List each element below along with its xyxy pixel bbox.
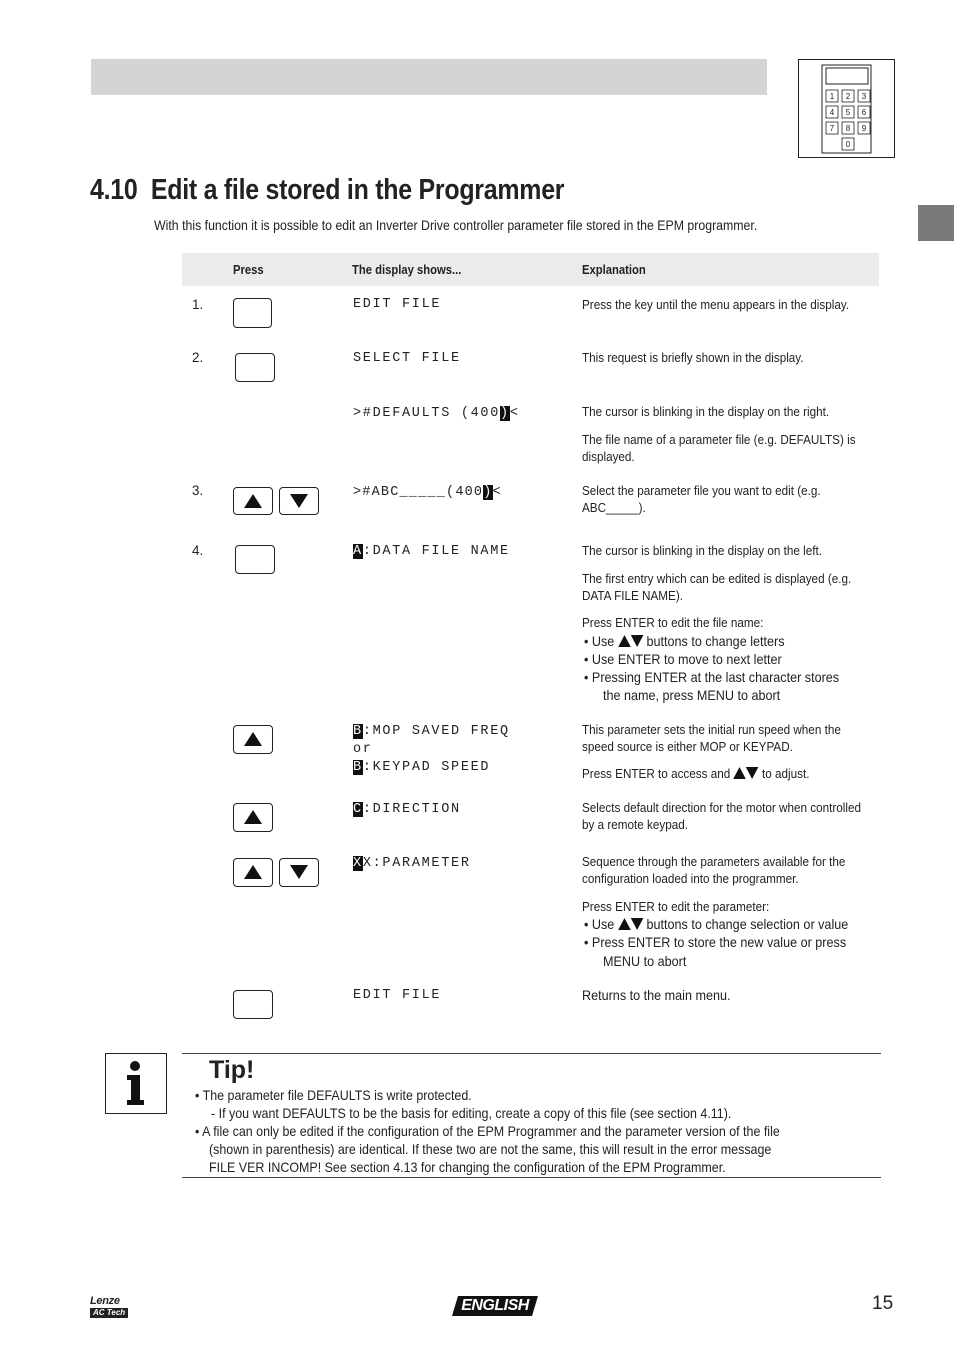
logo-sub: AC Tech: [90, 1308, 128, 1318]
section-number: 4.10: [90, 174, 138, 206]
display-text: or: [353, 742, 373, 757]
display-cursor: ): [483, 485, 493, 500]
device-key-label: 0: [845, 140, 851, 149]
device-key-label: 6: [861, 108, 867, 117]
device-key-label: 8: [845, 124, 851, 133]
enter-key: [235, 353, 275, 382]
explanation-text: Returns to the main menu.: [582, 987, 731, 1003]
language-label: ENGLISH: [461, 1297, 529, 1314]
explanation-text: This parameter sets the initial run speed when the speed source is either MOP or KEYPAD.: [582, 722, 841, 754]
display-text: >#ABC_____(400)<: [353, 485, 502, 500]
explanation-text: This request is briefly shown in the display.: [582, 350, 804, 365]
explanation-text: Select the parameter file you want to edit (e.g. ABC_____).: [582, 483, 821, 515]
display-text: EDIT FILE: [353, 988, 442, 1003]
explanation-text: The cursor is blinking in the display on the right.: [582, 404, 830, 419]
explanation-text: Press the key until the menu appears in the display.: [582, 297, 850, 312]
header-bar: [91, 59, 767, 95]
up-key: [233, 858, 273, 887]
tip-line: (shown in parenthesis) are identical. If these two are not the same, this will result in the error message: [209, 1141, 772, 1157]
bullet-text: • Use ENTER to move to next letter: [584, 651, 782, 667]
display-text: C:DIRECTION: [353, 802, 461, 817]
device-key-label: 5: [845, 108, 851, 117]
explanation-text: The cursor is blinking in the display on the left.: [582, 543, 822, 558]
explanation-text: Selects default direction for the motor when controlled by a remote keypad.: [582, 800, 862, 832]
display-text: B:MOP SAVED FREQ: [353, 724, 510, 739]
tip-line: - If you want DEFAULTS to be the basis for editing, create a copy of this file (see section 4.11).: [211, 1105, 732, 1121]
display-text: EDIT FILE: [353, 297, 442, 312]
arrow-up-icon: [734, 767, 747, 779]
display-text: B:KEYPAD SPEED: [353, 760, 491, 775]
step-number: 3.: [192, 483, 204, 498]
bullet-text: the name, press MENU to abort: [603, 687, 781, 703]
up-key: [233, 725, 273, 754]
tip-bottom-rule: [182, 1177, 881, 1178]
device-key-label: 2: [845, 92, 851, 101]
explanation-text: Press ENTER to edit the file name:: [582, 615, 764, 630]
down-key: [279, 487, 319, 515]
menu-key: [233, 298, 272, 328]
device-key-label: 7: [829, 124, 835, 133]
display-cursor: ): [500, 406, 510, 421]
display-text: A:DATA FILE NAME: [353, 544, 510, 559]
explanation-text: Press ENTER to edit the parameter:: [582, 899, 770, 914]
explanation-text: The file name of a parameter file (e.g. DEFAULTS) is displayed.: [582, 432, 856, 464]
bullet-text: • Use buttons to change selection or value: [584, 916, 849, 932]
display-cursor: C: [353, 802, 363, 817]
display-cursor: B: [353, 724, 363, 739]
intro-text: With this function it is possible to edit an Inverter Drive controller parameter file stored in the EPM programmer.: [154, 217, 758, 233]
bullet-text: • Pressing ENTER at the last character stores: [584, 669, 840, 685]
display-cursor: B: [353, 760, 363, 775]
menu-key: [233, 990, 273, 1019]
bullet-text: MENU to abort: [603, 953, 687, 969]
programmer-device-icon: [798, 59, 895, 158]
device-key-label: 9: [861, 124, 867, 133]
tip-title: Tip!: [209, 1056, 255, 1084]
lenze-logo: [90, 1296, 128, 1318]
language-badge: [452, 1296, 538, 1316]
logo-brand: Lenze: [90, 1295, 120, 1307]
up-key: [233, 803, 273, 832]
display-text: SELECT FILE: [353, 351, 461, 366]
tip-line: FILE VER INCOMP! See section 4.13 for changing the configuration of the EPM Programmer.: [209, 1159, 726, 1175]
down-key: [279, 858, 319, 887]
tip-line: • The parameter file DEFAULTS is write protected.: [195, 1087, 472, 1103]
tip-line: • A file can only be edited if the configuration of the EPM Programmer and the parameter version of the file: [195, 1123, 780, 1139]
explanation-text: The first entry which can be edited is displayed (e.g. DATA FILE NAME).: [582, 571, 852, 603]
step-number: 2.: [192, 350, 204, 365]
page-number: 15: [872, 1293, 894, 1314]
column-press: Press: [233, 263, 264, 277]
explanation-text: Press ENTER to access and to adjust.: [582, 766, 810, 781]
arrow-up-icon: [618, 918, 631, 930]
arrow-down-icon: [630, 635, 643, 647]
explanation-text: Sequence through the parameters available for the configuration loaded into the programmer.: [582, 854, 846, 886]
section-title: Edit a file stored in the Programmer: [150, 174, 565, 206]
bullet-text: • Use buttons to change letters: [584, 633, 785, 649]
display-text: >#DEFAULTS (400)<: [353, 406, 520, 421]
device-key-label: 3: [861, 92, 867, 101]
arrow-down-icon: [746, 767, 759, 779]
enter-key: [235, 545, 275, 574]
info-icon: [105, 1053, 167, 1114]
table-header: [182, 253, 879, 286]
arrow-up-icon: [618, 635, 631, 647]
column-explanation: Explanation: [582, 263, 646, 277]
display-cursor: X: [353, 856, 363, 871]
bullet-text: • Press ENTER to store the new value or press: [584, 934, 847, 950]
step-number: 4.: [192, 543, 204, 558]
device-key-label: 4: [829, 108, 835, 117]
section-heading: [90, 174, 564, 207]
display-text: XX:PARAMETER: [353, 856, 471, 871]
chapter-tab: [918, 205, 954, 241]
column-display: The display shows...: [352, 263, 462, 277]
up-key: [233, 487, 273, 515]
step-number: 1.: [192, 297, 204, 312]
tip-top-rule: [182, 1053, 881, 1054]
device-key-label: 1: [829, 92, 835, 101]
display-cursor: A: [353, 544, 363, 559]
arrow-down-icon: [630, 918, 643, 930]
